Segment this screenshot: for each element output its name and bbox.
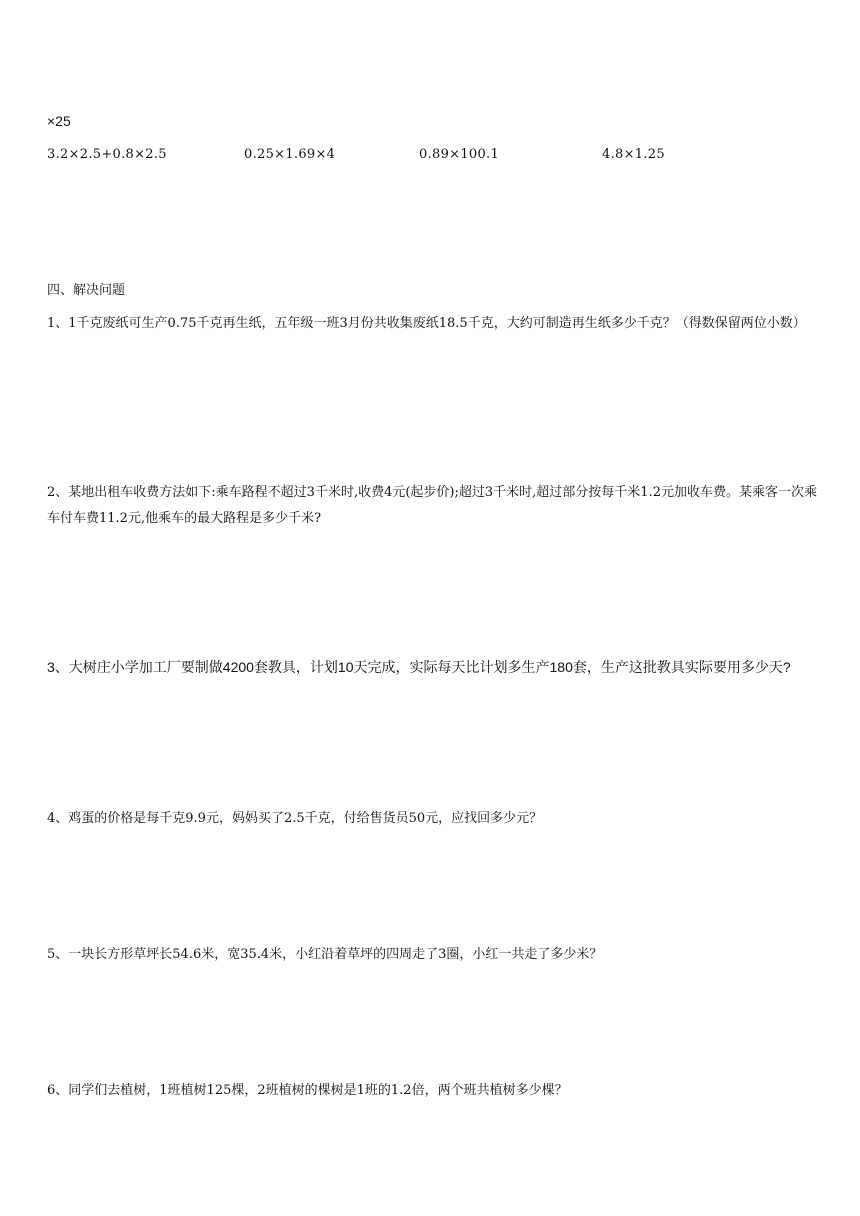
problem-1: 1、1千克废纸可生产0.75千克再生纸，五年级一班3月份共收集废纸18.5千克，大约可制造再生纸多少千克？（得数保留两位小数） [47, 316, 806, 331]
problem-6: 6、同学们去植树，1班植树125棵，2班植树的棵树是1班的1.2倍，两个班共植树多少棵？ [47, 1083, 568, 1098]
calc-expression-4: 4.8×1.25 [602, 147, 665, 162]
calc-expression-3: 0.89×100.1 [419, 147, 500, 162]
problem-4: 4、鸡蛋的价格是每千克9.9元，妈妈买了2.5千克，付给售货员50元，应找回多少元？ [47, 811, 543, 826]
problem-5: 5、一块长方形草坪长54.6米，宽35.4米，小红沿着草坪的四周走了3圈，小红一共走了多少米？ [47, 947, 603, 962]
problem-2: 2、某地出租车收费方法如下:乘车路程不超过3千米时,收费4元(起步价);超过3千米时,超过部分按每千米1.2元加收车费。某乘客一次乘车付车费11.2元,他乘车的最大路程是多少千米? [47, 485, 817, 526]
calc-expression-2: 0.25×1.69×4 [244, 147, 336, 162]
section-title: 四、解决问题 [47, 283, 126, 298]
problem-3: 3、大树庄小学加工厂要制做4200套教具，计划10天完成，实际每天比计划多生产180套，生产这批教具实际要用多少天? [47, 659, 791, 675]
calc-expression-1: 3.2×2.5+0.8×2.5 [47, 147, 167, 162]
calc-prev-tail: ×25 [47, 113, 71, 129]
